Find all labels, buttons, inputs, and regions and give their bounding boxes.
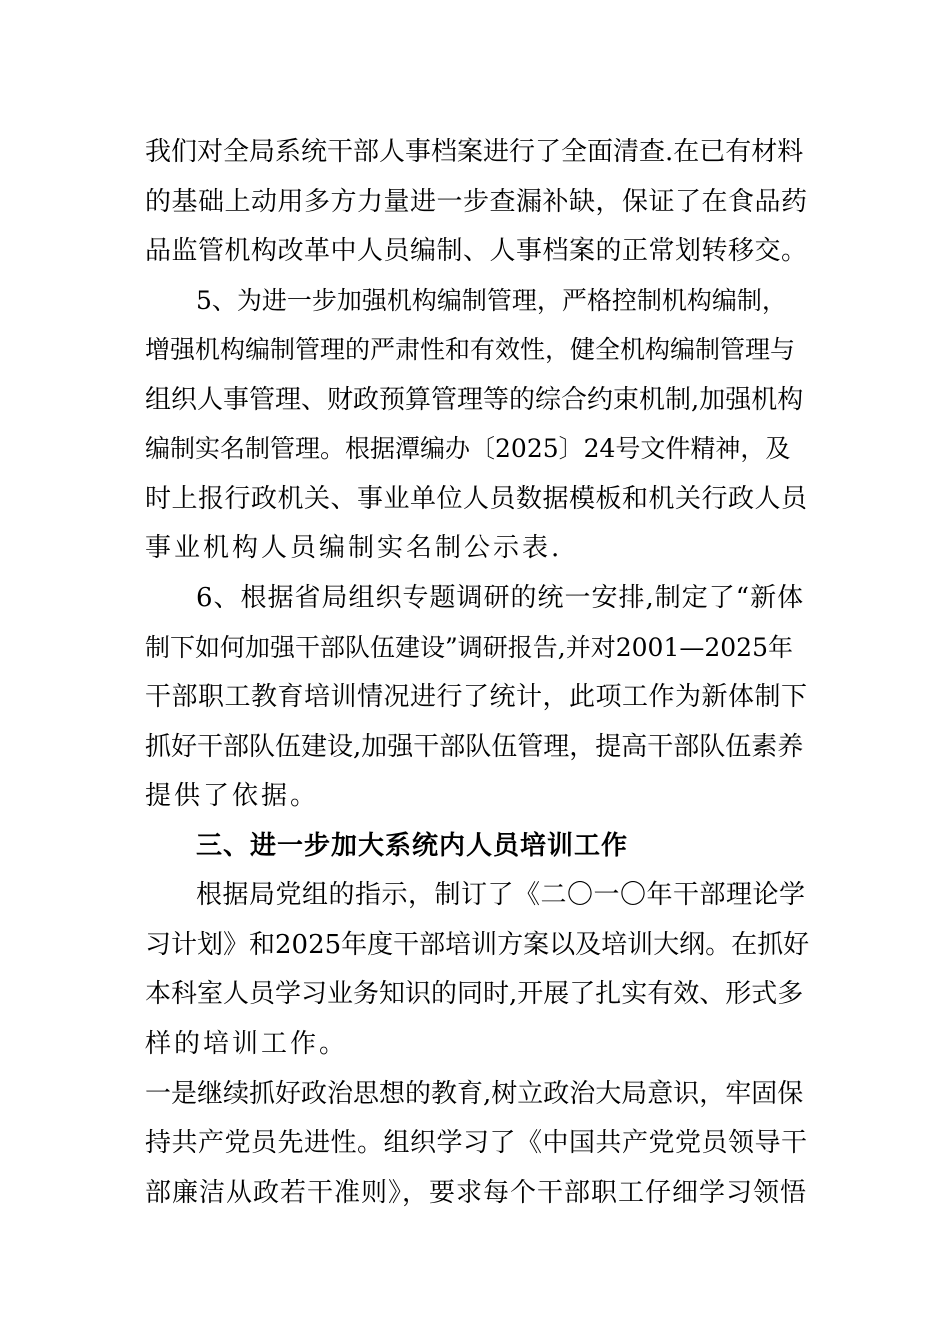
item-5-line-5: 时上报行政机关、事业单位人员数据模板和机关行政人员 [145, 484, 808, 514]
section-heading: 三、进一步加大系统内人员培训工作 [196, 831, 629, 861]
item-6-line-4: 抓好干部队伍建设,加强干部队伍管理，提高干部队伍素养 [145, 732, 804, 762]
item-6-line-3: 干部职工教育培训情况进行了统计，此项工作为新体制下 [145, 682, 808, 712]
paragraph-line-3: 品监管机构改革中人员编制、人事档案的正常划转移交。 [145, 236, 808, 266]
item-5-line-1: 5、为进一步加强机构编制管理，严格控制机构编制， [196, 286, 787, 315]
item-5-line-6: 事业机构人员编制实名制公示表. [145, 533, 563, 563]
section-paragraph-line-3: 本科室人员学习业务知识的同时,开展了扎实有效、形式多 [145, 979, 804, 1009]
item-6-line-5: 提供了依据。 [145, 781, 320, 811]
paragraph-line-1: 我们对全局系统干部人事档案进行了全面清查.在已有材料 [145, 137, 804, 167]
item-5-line-4: 编制实名制管理。根据潭编办〔2025〕24号文件精神，及 [145, 434, 791, 463]
item-5-line-2: 增强机构编制管理的严肃性和有效性，健全机构编制管理与 [145, 335, 796, 364]
section-paragraph-line-4: 样的培训工作。 [145, 1029, 349, 1059]
point-one-line-1: 一是继续抓好政治思想的教育,树立政治大局意识，牢固保 [145, 1079, 804, 1109]
item-5-line-3: 组织人事管理、财政预算管理等的综合约束机制,加强机构 [145, 385, 804, 415]
point-one-line-3: 部廉洁从政若干准则》，要求每个干部职工仔细学习领悟 [145, 1178, 808, 1208]
section-paragraph-line-1: 根据局党组的指示，制订了《二〇一〇年干部理论学 [196, 880, 806, 910]
item-6-line-1: 6、根据省局组织专题调研的统一安排,制定了“新体 [196, 583, 805, 613]
paragraph-line-2: 的基础上动用多方力量进一步查漏补缺，保证了在食品药 [145, 187, 808, 217]
section-paragraph-line-2: 习计划》和2025年度干部培训方案以及培训大纲。在抓好 [145, 930, 810, 960]
item-6-line-2: 制下如何加强干部队伍建设”调研报告,并对2001—2025年 [145, 633, 793, 662]
point-one-line-2: 持共产党员先进性。组织学习了《中国共产党党员领导干 [145, 1128, 808, 1158]
